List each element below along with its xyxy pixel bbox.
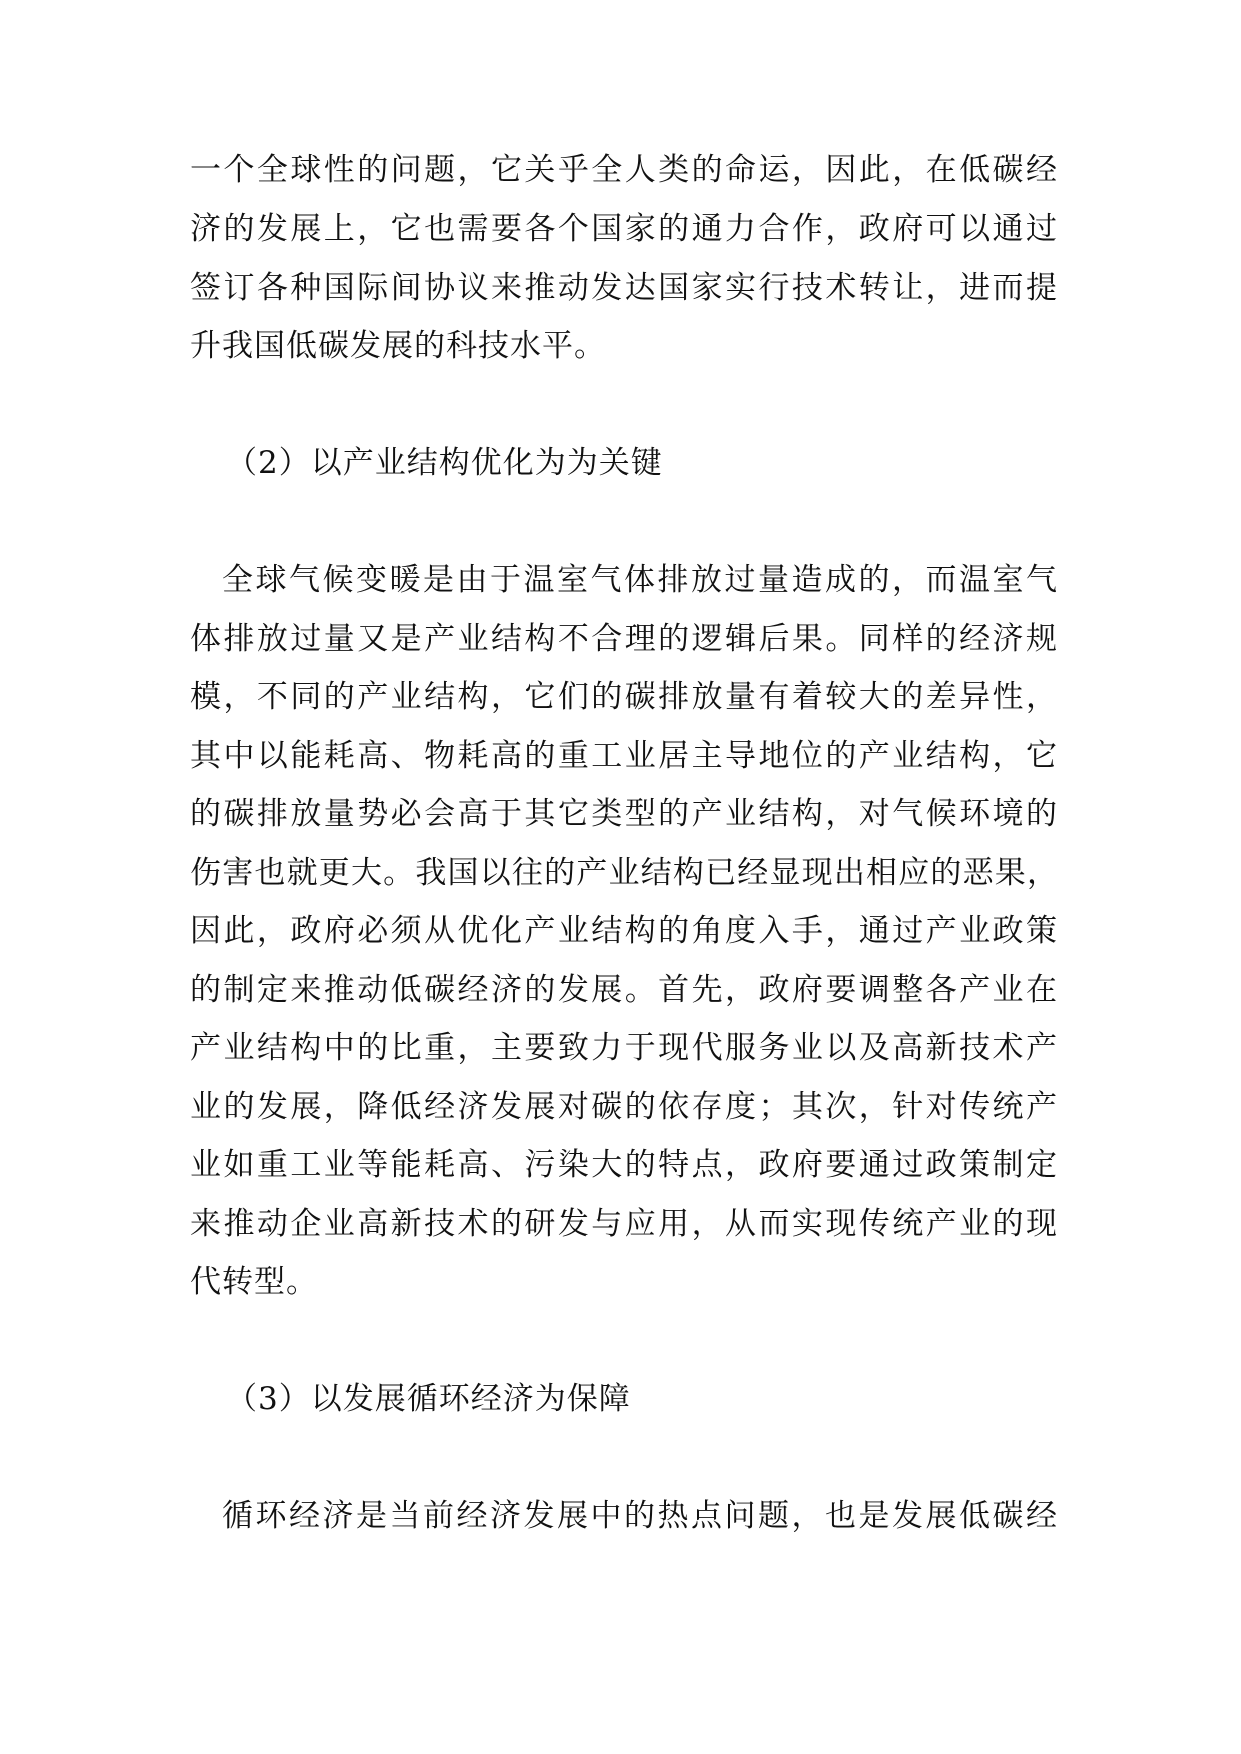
paragraph-line: 模，不同的产业结构，它们的碳排放量有着较大的差异性，: [190, 679, 1058, 715]
paragraph-line: 济的发展上，它也需要各个国家的通力合作，政府可以通过: [190, 211, 1058, 247]
paragraph-line: 循环经济是当前经济发展中的热点问题，也是发展低碳经: [222, 1498, 1058, 1534]
paragraph-line: 产业结构中的比重，主要致力于现代服务业以及高新技术产: [190, 1030, 1058, 1066]
section-heading: （3）以发展循环经济为保障: [226, 1381, 631, 1417]
paragraph-line: 体排放过量又是产业结构不合理的逻辑后果。同样的经济规: [190, 621, 1058, 657]
paragraph-line: 升我国低碳发展的科技水平。: [190, 328, 606, 364]
paragraph-line: 一个全球性的问题，它关乎全人类的命运，因此，在低碳经: [190, 152, 1058, 188]
paragraph-line: 全球气候变暖是由于温室气体排放过量造成的，而温室气: [222, 562, 1058, 598]
section-heading: （2）以产业结构优化为为关键: [226, 445, 663, 481]
paragraph-line: 业的发展，降低经济发展对碳的依存度；其次，针对传统产: [190, 1089, 1058, 1125]
paragraph-line: 的制定来推动低碳经济的发展。首先，政府要调整各产业在: [190, 972, 1058, 1008]
paragraph-line: 签订各种国际间协议来推动发达国家实行技术转让，进而提: [190, 270, 1058, 306]
paragraph-line: 因此，政府必须从优化产业结构的角度入手，通过产业政策: [190, 913, 1058, 949]
paragraph-line: 来推动企业高新技术的研发与应用，从而实现传统产业的现: [190, 1206, 1058, 1242]
paragraph-line: 业如重工业等能耗高、污染大的特点，政府要通过政策制定: [190, 1147, 1058, 1183]
paragraph-line: 其中以能耗高、物耗高的重工业居主导地位的产业结构，它: [190, 738, 1058, 774]
paragraph-line: 伤害也就更大。我国以往的产业结构已经显现出相应的恶果，: [190, 855, 1058, 891]
paragraph-line: 代转型。: [190, 1264, 318, 1300]
paragraph-line: 的碳排放量势必会高于其它类型的产业结构，对气候环境的: [190, 796, 1058, 832]
